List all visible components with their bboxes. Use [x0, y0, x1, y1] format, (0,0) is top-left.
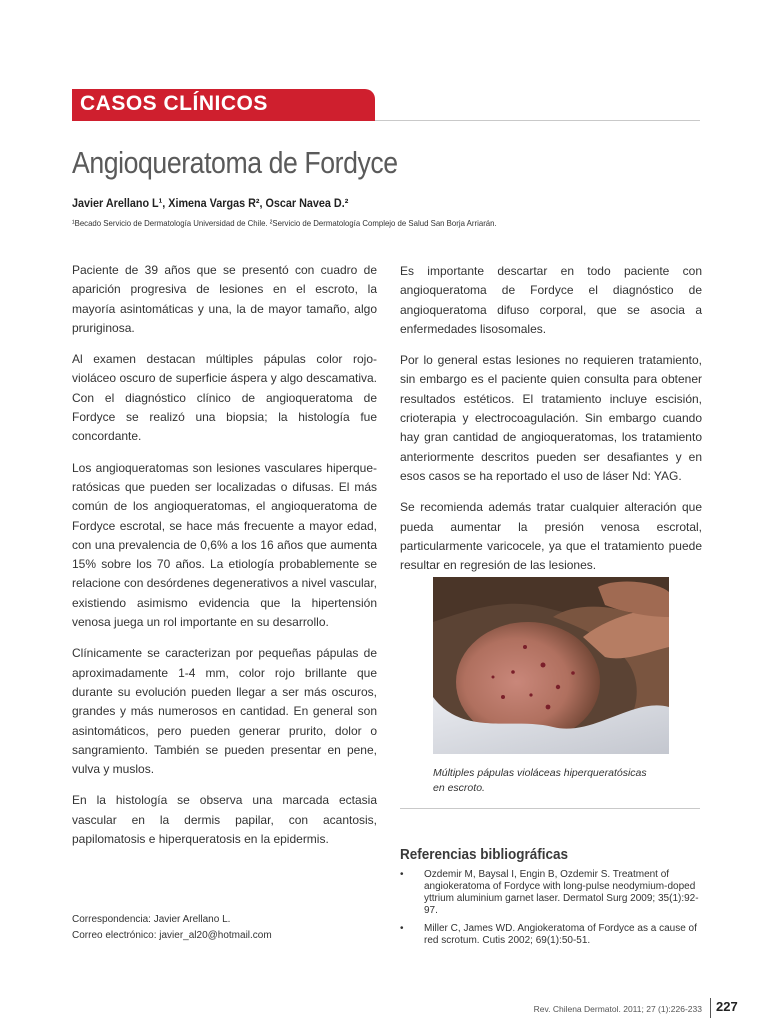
caption-divider	[400, 808, 700, 809]
correspondence	[72, 912, 272, 944]
caption-line: en escroto.	[433, 782, 485, 794]
section-label: CASOS CLÍNICOS	[80, 92, 268, 115]
affiliations: ¹Becado Servicio de Dermatología Universidad de Chile. ²Servicio de Dermatología Complejo de Salud San Borja Arriarán.	[72, 218, 497, 228]
references-heading: Referencias bibliográficas	[400, 846, 569, 863]
author-list: Javier Arellano L¹, Ximena Vargas R², Oscar Navea D.²	[72, 196, 349, 210]
paragraph: Clínicamente se caracterizan por pequeñas pápulas de aproximadamente 1-4 mm, color rojo brillante que durante su evolución pueden llegar a ser más oscuros, grandes y más numerosos en cantidad. En general son asintomáticos, pero pueden generar prurito, dolor o sangramiento. También se pueden presentar en pene, vulva y muslos.	[72, 646, 377, 777]
reference-text: Ozdemir M, Baysal I, Engin B, Ozdemir S. Treatment of angiokeratoma of Fordyce with long-pulse neodymium-doped yttrium aluminium garnet laser. Dermatol Surg 2009; 35(1):92-97.	[424, 869, 699, 916]
paragraph: Al examen destacan múltiples pápulas color rojo-violáceo oscuro de superficie áspera y algo descamativa. Con el diagnóstico clínico de angioqueratoma de Fordyce se realizó una biopsia; la histología fue concordante.	[72, 352, 377, 444]
paragraph: Los angioqueratomas son lesiones vasculares hiperque-ratósicas que pueden ser localizadas o difusas. El más común de los angioqueratomas, el angioqueratoma de Fordyce escrotal, se hace más frecuente a mayor edad, con una prevalencia de 0,6% a los 16 años que aumenta 15% sobre los 70 años. La etiología probablemente se relacione con desórdenes degenerativos a nivel vascular, existiendo asimismo evidencia que la hipertensión venosa juega un rol importante en su desarrollo.	[72, 460, 377, 630]
figure-caption	[433, 766, 693, 796]
paragraph: Se recomienda además tratar cualquier alteración que pueda aumentar la presión venosa escrotal, particularmente varicocele, ya que el tratamiento puede resultar en regresión de las lesiones.	[400, 500, 702, 573]
footer-divider	[710, 998, 711, 1018]
correspondence-email: Correo electrónico: javier_al20@hotmail.com	[72, 930, 272, 941]
reference-item	[400, 869, 702, 917]
journal-citation: Rev. Chilena Dermatol. 2011; 27 (1):226-233	[533, 1004, 702, 1014]
clinical-photo	[433, 577, 669, 754]
bullet-icon: •	[400, 923, 404, 934]
right-column	[400, 262, 702, 587]
paragraph: Paciente de 39 años que se presentó con cuadro de aparición progresiva de lesiones en el escroto, la mayoría asintomáticas y una, la de mayor tamaño, algo pruriginosa.	[72, 263, 377, 335]
section-header-tab	[72, 89, 375, 121]
clinical-photo-illustration	[433, 577, 669, 754]
page-number: 227	[716, 999, 738, 1014]
correspondence-name: Correspondencia: Javier Arellano L.	[72, 914, 231, 925]
reference-item	[400, 923, 702, 947]
paragraph: En la histología se observa una marcada ectasia vascular en la dermis papilar, con acantosis, papilomatosis e hiperqueratosis en la epidermis.	[72, 793, 377, 847]
references-list	[400, 869, 702, 953]
section-divider	[375, 120, 700, 121]
reference-text: Miller C, James WD. Angiokeratoma of Fordyce as a cause of red scrotum. Cutis 2002; 69(1):50-51.	[424, 923, 697, 946]
bullet-icon: •	[400, 869, 404, 880]
paragraph: Es importante descartar en todo paciente con angioqueratoma de Fordyce el diagnóstico de angioqueratoma difuso corporal, que se asocia a enfermedades lisosomales.	[400, 264, 702, 336]
caption-line: Múltiples pápulas violáceas hiperqueratósicas	[433, 767, 647, 779]
left-column	[72, 261, 377, 861]
paragraph: Por lo general estas lesiones no requieren tratamiento, sin embargo es el paciente quien consulta para obtener resultados estéticos. El tratamiento incluye escisión, crioterapia y electrocoagulación. Sin embargo cuando hay gran cantidad de angioqueratomas, los tratamiento anteriormente descritos pueden ser desafiantes y en esos casos se ha reportado el uso de láser Nd: YAG.	[400, 353, 702, 483]
article-title: Angioqueratoma de Fordyce	[72, 145, 398, 180]
